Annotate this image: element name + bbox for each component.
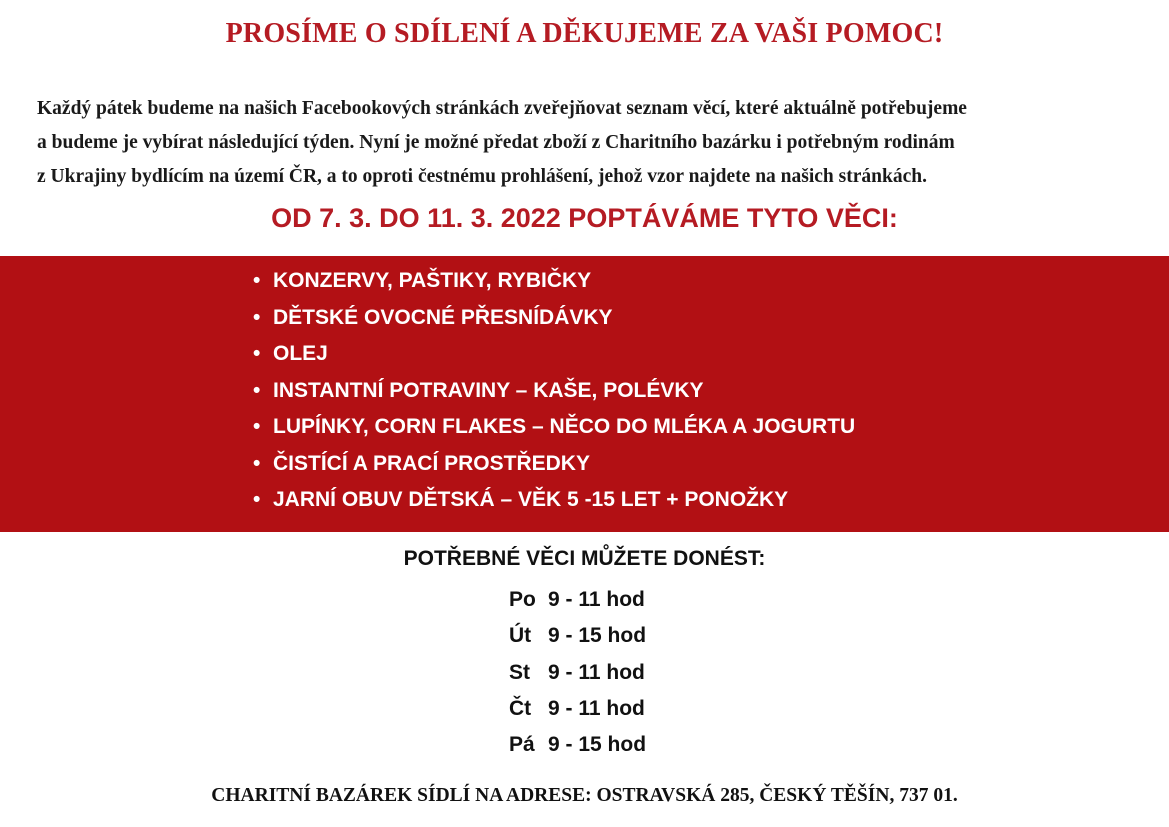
intro-paragraph	[37, 92, 1137, 194]
bullet-icon: •	[253, 415, 261, 438]
list-item-label: JARNÍ OBUV DĚTSKÁ – VĚK 5 -15 LET + PONOŽKY	[273, 488, 789, 511]
hours-row	[509, 582, 646, 618]
hours-day: Čt	[509, 696, 532, 720]
hours-time: 9 - 11 hod	[548, 660, 645, 684]
address-footer: CHARITNÍ BAZÁREK SÍDLÍ NA ADRESE: OSTRAVSKÁ 285, ČESKÝ TĚŠÍN, 737 01.	[211, 785, 958, 806]
list-item-label: DĚTSKÉ OVOCNÉ PŘESNÍDÁVKY	[273, 305, 613, 329]
bullet-icon: •	[253, 488, 261, 511]
list-item-label: LUPÍNKY, CORN FLAKES – NĚCO DO MLÉKA A JOGURTU	[273, 415, 856, 438]
hours-day: Pá	[509, 733, 535, 757]
opening-hours-list	[509, 582, 646, 763]
hours-day: Po	[509, 588, 536, 611]
list-item	[253, 446, 855, 483]
list-item	[253, 300, 855, 337]
hours-time: 9 - 11 hod	[548, 588, 645, 611]
list-item	[253, 373, 855, 410]
intro-line: z Ukrajiny bydlícím na území ČR, a to oproti čestnému prohlášení, jehož vzor najdete na našich stránkách.	[37, 166, 927, 187]
list-item-label: OLEJ	[273, 342, 328, 365]
hours-time: 9 - 15 hod	[548, 733, 647, 757]
list-item	[253, 263, 855, 300]
intro-line: Každý pátek budeme na našich Facebookových stránkách zveřejňovat seznam věcí, které aktuálně potřebujeme	[37, 98, 967, 119]
hours-row	[509, 691, 646, 727]
intro-line: a budeme je vybírat následující týden. Nyní je možné předat zboží z Charitního bazárku i potřebným rodinám	[37, 132, 955, 153]
page-title: PROSÍME O SDÍLENÍ A DĚKUJEME ZA VAŠI POMOC!	[225, 18, 944, 49]
list-item-label: KONZERVY, PAŠTIKY, RYBIČKY	[273, 269, 592, 292]
bullet-icon: •	[253, 269, 261, 292]
request-title: OD 7. 3. DO 11. 3. 2022 POPTÁVÁME TYTO VĚCI:	[271, 203, 898, 233]
hours-day: Út	[509, 624, 532, 648]
bullet-icon: •	[253, 305, 261, 329]
hours-time: 9 - 11 hod	[548, 696, 645, 720]
list-item-label: ČISTÍCÍ A PRACÍ PROSTŘEDKY	[273, 451, 590, 475]
opening-hours-title: POTŘEBNÉ VĚCI MŮŽETE DONÉST:	[403, 547, 766, 570]
hours-row	[509, 655, 646, 691]
hours-time: 9 - 15 hod	[548, 624, 647, 648]
bullet-icon: •	[253, 378, 261, 402]
bullet-icon: •	[253, 451, 261, 475]
hours-day: St	[509, 660, 530, 684]
needs-list	[253, 263, 855, 519]
hours-row	[509, 727, 646, 763]
list-item	[253, 336, 855, 373]
bullet-icon: •	[253, 342, 261, 365]
list-item	[253, 409, 855, 446]
list-item-label: INSTANTNÍ POTRAVINY – KAŠE, POLÉVKY	[273, 378, 704, 402]
list-item	[253, 482, 855, 519]
hours-row	[509, 618, 646, 654]
